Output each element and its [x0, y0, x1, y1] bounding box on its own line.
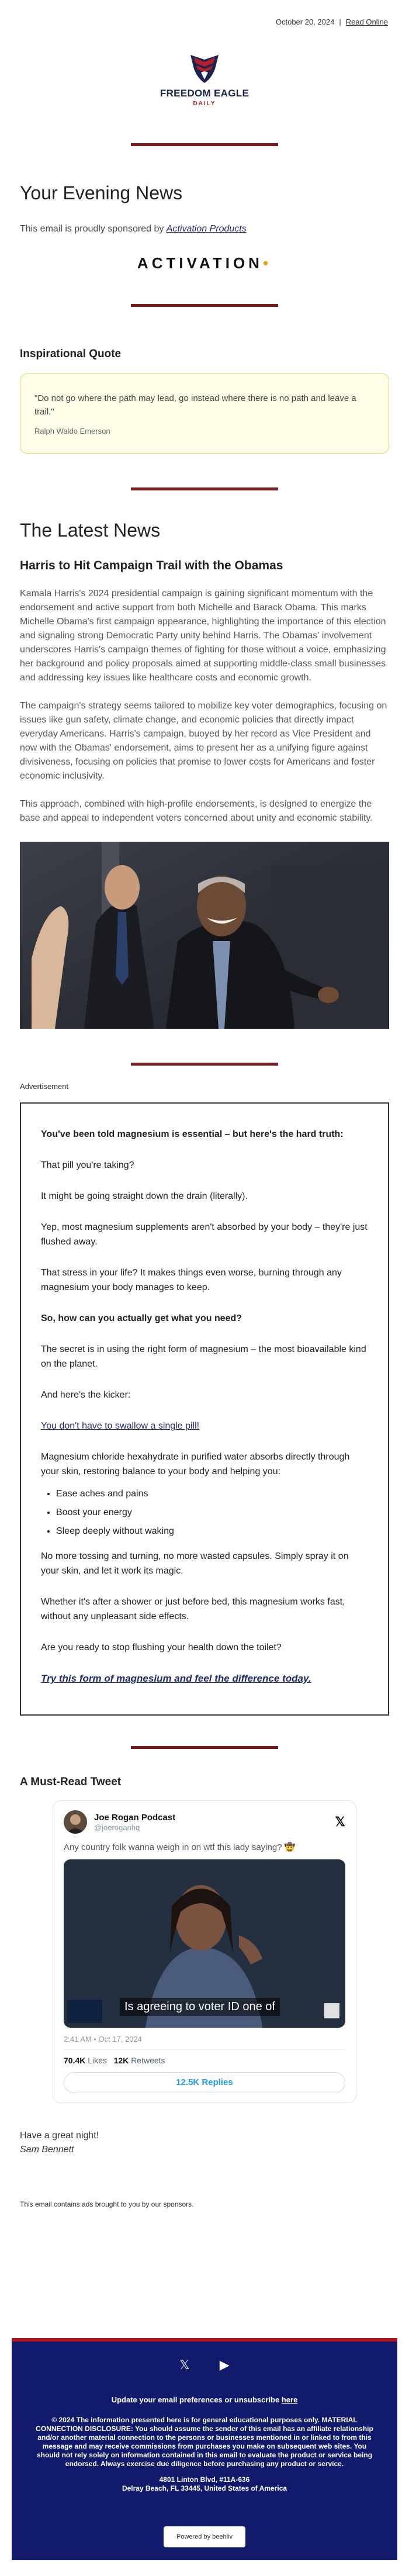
youtube-icon[interactable]: ▶ — [219, 2357, 230, 2372]
tweet-video[interactable] — [64, 1859, 345, 2028]
disclaimer: © 2024 The information presented here is for general educational purposes only. MATERIAL CONNECTION DISCLOSURE: You should assume the sender of this email has an affiliate relationship and/or another material connection to the persons or businesses mentioned in or linked to from this message and may receive commissions from purchases you make on subsequent web sites. You should not rely solely on information contained in this email to evaluate the product or service being endorsed. Always exercise due diligence before purchasing any product or service. — [36, 2416, 373, 2468]
news-heading: The Latest News — [20, 520, 161, 541]
ad-box — [20, 1102, 389, 1716]
ad-question: So, how can you actually get what you need? — [41, 1313, 242, 1323]
embedded-tweet[interactable] — [53, 1800, 356, 2103]
quote-box — [20, 374, 389, 454]
social-links — [12, 2342, 397, 2373]
tweet-author-name[interactable]: Joe Rogan Podcast — [94, 1812, 176, 1823]
ad-link[interactable]: You don't have to swallow a single pill! — [41, 1421, 200, 1431]
footer — [12, 2338, 397, 2560]
quote-heading: Inspirational Quote — [20, 348, 122, 360]
tweet-timestamp[interactable]: 2:41 AM • Oct 17, 2024 — [64, 2035, 142, 2043]
read-online-link[interactable]: Read Online — [345, 18, 388, 26]
tweet-stats — [64, 2056, 345, 2065]
ad-paragraph: Whether it's after a shower or just before bed, this magnesium works fast, without any unpleasant side effects. — [41, 1597, 345, 1621]
sponsor-logo-text: ACTIVATION — [137, 254, 263, 272]
divider — [131, 487, 278, 490]
quote-section — [0, 348, 409, 361]
ad-paragraph: Magnesium chloride hexahydrate in purified water absorbs directly through your skin, restoring balance to your body and helping you: — [41, 1452, 350, 1477]
divider — [131, 1063, 278, 1066]
ad-paragraph: No more tossing and turning, no more wasted capsules. Simply spray it on your skin, and let it work its magic. — [41, 1551, 349, 1576]
list-item: • Sleep deeply without waking — [56, 1522, 368, 1541]
sponsor-link[interactable]: Activation Products — [166, 224, 247, 234]
ad-paragraph: That stress in your life? It makes things even worse, burning through any magnesium your body manages to keep. — [41, 1268, 342, 1292]
powered-by-badge[interactable]: Powered by beehiiv — [164, 2526, 245, 2547]
replies-button[interactable]: 12.5K Replies — [64, 2072, 345, 2093]
sponsor-line — [20, 224, 389, 234]
ad-paragraph: Yep, most magnesium supplements aren't absorbed by your body – they're just flushed away. — [41, 1222, 368, 1247]
tweet-heading: A Must-Read Tweet — [20, 1776, 122, 1788]
quote-text: "Do not go where the path may lead, go instead where there is no path and leave a trail." — [34, 393, 356, 417]
brand-name: FREEDOM EAGLE — [160, 88, 249, 99]
signoff-line: Have a great night! — [20, 2131, 99, 2141]
x-icon[interactable]: 𝕏 — [179, 2357, 190, 2372]
intro-section — [0, 182, 409, 272]
retweets-count: 12K — [113, 2056, 129, 2065]
avatar-icon — [64, 1810, 87, 1834]
video-caption: Is agreeing to voter ID one of — [120, 1998, 280, 2016]
divider — [131, 143, 278, 146]
address-line: Delray Beach, FL 33445, United States of America — [122, 2484, 287, 2492]
article-paragraph: Kamala Harris's 2024 presidential campaign is gaining significant momentum with the endorsement and active support from both Michelle and Barack Obama. This marks Michelle Obama's first campaign appearance, highlighting the importance of this election and signaling strong Democratic Party unity behind Harris. The Obamas' involvement underscores Harris's campaign themes of fighting for those without a voice, emphasizing her background and policy proposals aimed at supporting middle-class small businesses and addressing key issues like healthcare costs and economic growth. — [20, 589, 386, 683]
top-bar — [0, 0, 409, 41]
ads-note: This email contains ads brought to you by our sponsors. — [20, 2200, 194, 2208]
preferences-line — [12, 2395, 397, 2404]
avatar[interactable] — [64, 1810, 87, 1834]
page-title: Your Evening News — [20, 182, 183, 203]
quote-author: Ralph Waldo Emerson — [34, 427, 110, 435]
brand-tagline: DAILY — [193, 101, 216, 107]
unsubscribe-link[interactable]: here — [281, 2395, 298, 2404]
retweets-label: Retweets — [131, 2056, 165, 2065]
preferences-text: Update your email preferences or unsubscribe — [111, 2395, 282, 2404]
tweet-author — [94, 1813, 335, 1832]
likes-count: 70.4K — [64, 2056, 86, 2065]
likes-label: Likes — [88, 2056, 107, 2065]
signoff — [0, 2129, 409, 2157]
article-image[interactable] — [20, 842, 389, 1029]
tweet-section — [0, 1776, 409, 1789]
tweet-header — [64, 1810, 345, 1834]
divider — [64, 2049, 345, 2050]
tweet-text: Any country folk wanna weigh in on wtf this lady saying? 🤠 — [64, 1842, 296, 1852]
sponsor-logo[interactable] — [20, 254, 389, 272]
article-title: Harris to Hit Campaign Trail with the Obamas — [20, 559, 283, 572]
eagle-shield-icon — [186, 51, 223, 84]
address-line: 4801 Linton Blvd, #11A-636 — [159, 2475, 250, 2484]
ad-paragraph: It might be going straight down the drain (literally). — [41, 1191, 248, 1201]
ad-benefits-list — [41, 1485, 368, 1541]
ad-paragraph: That pill you're taking? — [41, 1160, 134, 1170]
ad-paragraph: The secret is in using the right form of magnesium – the most bioavailable kind on the planet. — [41, 1344, 366, 1369]
news-section — [0, 520, 409, 825]
ad-label: Advertisement — [20, 1082, 69, 1091]
issue-date: October 20, 2024 — [275, 18, 335, 26]
x-logo-icon[interactable]: 𝕏 — [335, 1814, 345, 1829]
ad-paragraph: Are you ready to stop flushing your health down the toilet? — [41, 1643, 282, 1652]
brand-logo[interactable] — [158, 51, 251, 107]
list-item: • Ease aches and pains — [56, 1485, 368, 1503]
date-separator: | — [339, 18, 341, 26]
tweet-author-handle[interactable]: @joeroganhq — [94, 1823, 140, 1832]
sponsor-prefix: This email is proudly sponsored by — [20, 224, 167, 234]
signoff-name: Sam Bennett — [20, 2145, 74, 2155]
ad-paragraph: And here's the kicker: — [41, 1390, 131, 1400]
divider — [131, 1746, 278, 1749]
obama-photo — [20, 842, 389, 1029]
divider — [131, 304, 278, 307]
article-paragraph: The campaign's strategy seems tailored to mobilize key voter demographics, focusing on issues like gun safety, climate change, and economic policies that directly impact everyday Americans. Harris's campaign, buoyed by her record as Vice President and now with the Obamas' endorsement, aims to present her as a unifying figure against divisiveness, focusing on policies that promise to lower costs for Americans and foster economic inclusivity. — [20, 701, 387, 781]
sponsor-logo-dot-icon: • — [262, 254, 272, 272]
list-item: • Boost your energy — [56, 1503, 368, 1522]
ad-cta-link[interactable]: Try this form of magnesium and feel the difference today. — [41, 1673, 311, 1684]
article-paragraph: This approach, combined with high-profile endorsements, is designed to energize the base and appeal to independent voters concerned about unity and economic stability. — [20, 799, 373, 823]
ad-headline: You've been told magnesium is essential – but here's the hard truth: — [41, 1129, 344, 1139]
